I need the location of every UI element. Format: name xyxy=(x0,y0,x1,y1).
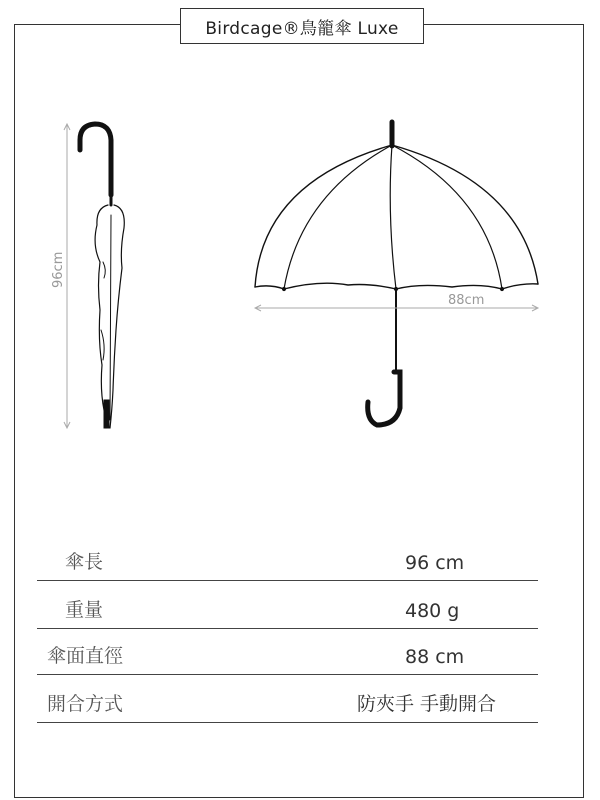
spec-row-length xyxy=(37,540,538,581)
spec-value: 480 g xyxy=(405,600,460,622)
spec-row-opening xyxy=(37,682,538,723)
spec-value: 防夾手 手動開合 xyxy=(357,693,497,715)
spec-label: 重量 xyxy=(65,599,104,621)
closed-umbrella-icon xyxy=(80,124,124,428)
spec-value: 88 cm xyxy=(405,646,465,668)
spec-label: 傘長 xyxy=(65,551,104,573)
open-umbrella-icon xyxy=(255,122,538,425)
spec-label: 傘面直徑 xyxy=(47,645,124,667)
spec-value: 96 cm xyxy=(405,552,465,574)
spec-row-diameter xyxy=(37,634,538,675)
spec-label: 開合方式 xyxy=(47,693,124,715)
spec-row-weight xyxy=(37,588,538,629)
length-dimension-label: 96cm xyxy=(51,251,66,288)
page-title-text: Birdcage®鳥籠傘 Luxe xyxy=(205,18,399,39)
diameter-dimension-label: 88cm xyxy=(448,293,485,308)
